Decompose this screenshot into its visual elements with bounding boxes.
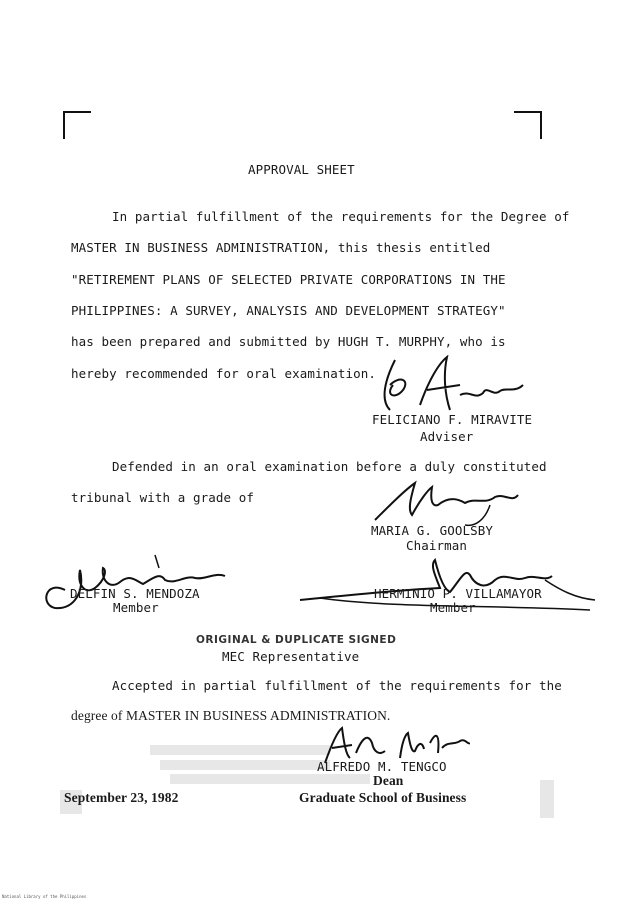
mec-representative: MEC Representative — [222, 649, 360, 664]
member-2-name: HERMINIO P. VILLAMAYOR — [374, 586, 542, 601]
chairman-signature — [370, 475, 520, 530]
member-1-role: Member — [113, 600, 159, 615]
paragraph-1-line: has been prepared and submitted by HUGH T. MURPHY, who is — [71, 334, 506, 349]
paragraph-3-line: Accepted in partial fulfillment of the requirements for the — [112, 678, 562, 693]
paragraph-1-line: hereby recommended for oral examination. — [71, 366, 377, 381]
dean-school: Graduate School of Business — [299, 790, 467, 805]
member-1-name: DELFIN S. MENDOZA — [70, 586, 200, 601]
paragraph-1-line: MASTER IN BUSINESS ADMINISTRATION, this thesis entitled — [71, 240, 491, 255]
adviser-signature — [365, 355, 525, 415]
page-title: APPROVAL SHEET — [248, 162, 355, 177]
chairman-name: MARIA G. GOOLSBY — [371, 523, 494, 538]
signed-stamp: ORIGINAL & DUPLICATE SIGNED — [196, 634, 397, 646]
bleed-through-smudge — [160, 760, 330, 770]
paragraph-1-line: PHILIPPINES: A SURVEY, ANALYSIS AND DEVELOPMENT STRATEGY" — [71, 303, 506, 318]
adviser-name: FELICIANO F. MIRAVITE — [372, 412, 533, 427]
bleed-through-smudge — [540, 780, 554, 818]
paragraph-2-line: tribunal with a grade of — [71, 490, 255, 505]
corner-bracket-left — [63, 111, 91, 139]
paragraph-1-line: In partial fulfillment of the requirements for the Degree of — [112, 209, 570, 224]
member-2-role: Member — [430, 600, 476, 615]
adviser-role: Adviser — [420, 429, 474, 444]
date: September 23, 1982 — [64, 790, 179, 805]
paragraph-1-line: "RETIREMENT PLANS OF SELECTED PRIVATE CORPORATIONS IN THE — [71, 272, 506, 287]
paragraph-2-line: Defended in an oral examination before a duly constituted — [112, 459, 547, 474]
dean-name: ALFREDO M. TENGCO — [317, 759, 447, 774]
paragraph-3-line: degree of MASTER IN BUSINESS ADMINISTRATION. — [71, 708, 391, 723]
corner-bracket-right — [514, 111, 542, 139]
dean-role: Dean — [373, 773, 404, 788]
bleed-through-smudge — [150, 745, 330, 755]
bleed-through-smudge — [170, 774, 370, 784]
chairman-role: Chairman — [406, 538, 468, 553]
library-footer: National Library of the Philippines — [2, 894, 87, 899]
